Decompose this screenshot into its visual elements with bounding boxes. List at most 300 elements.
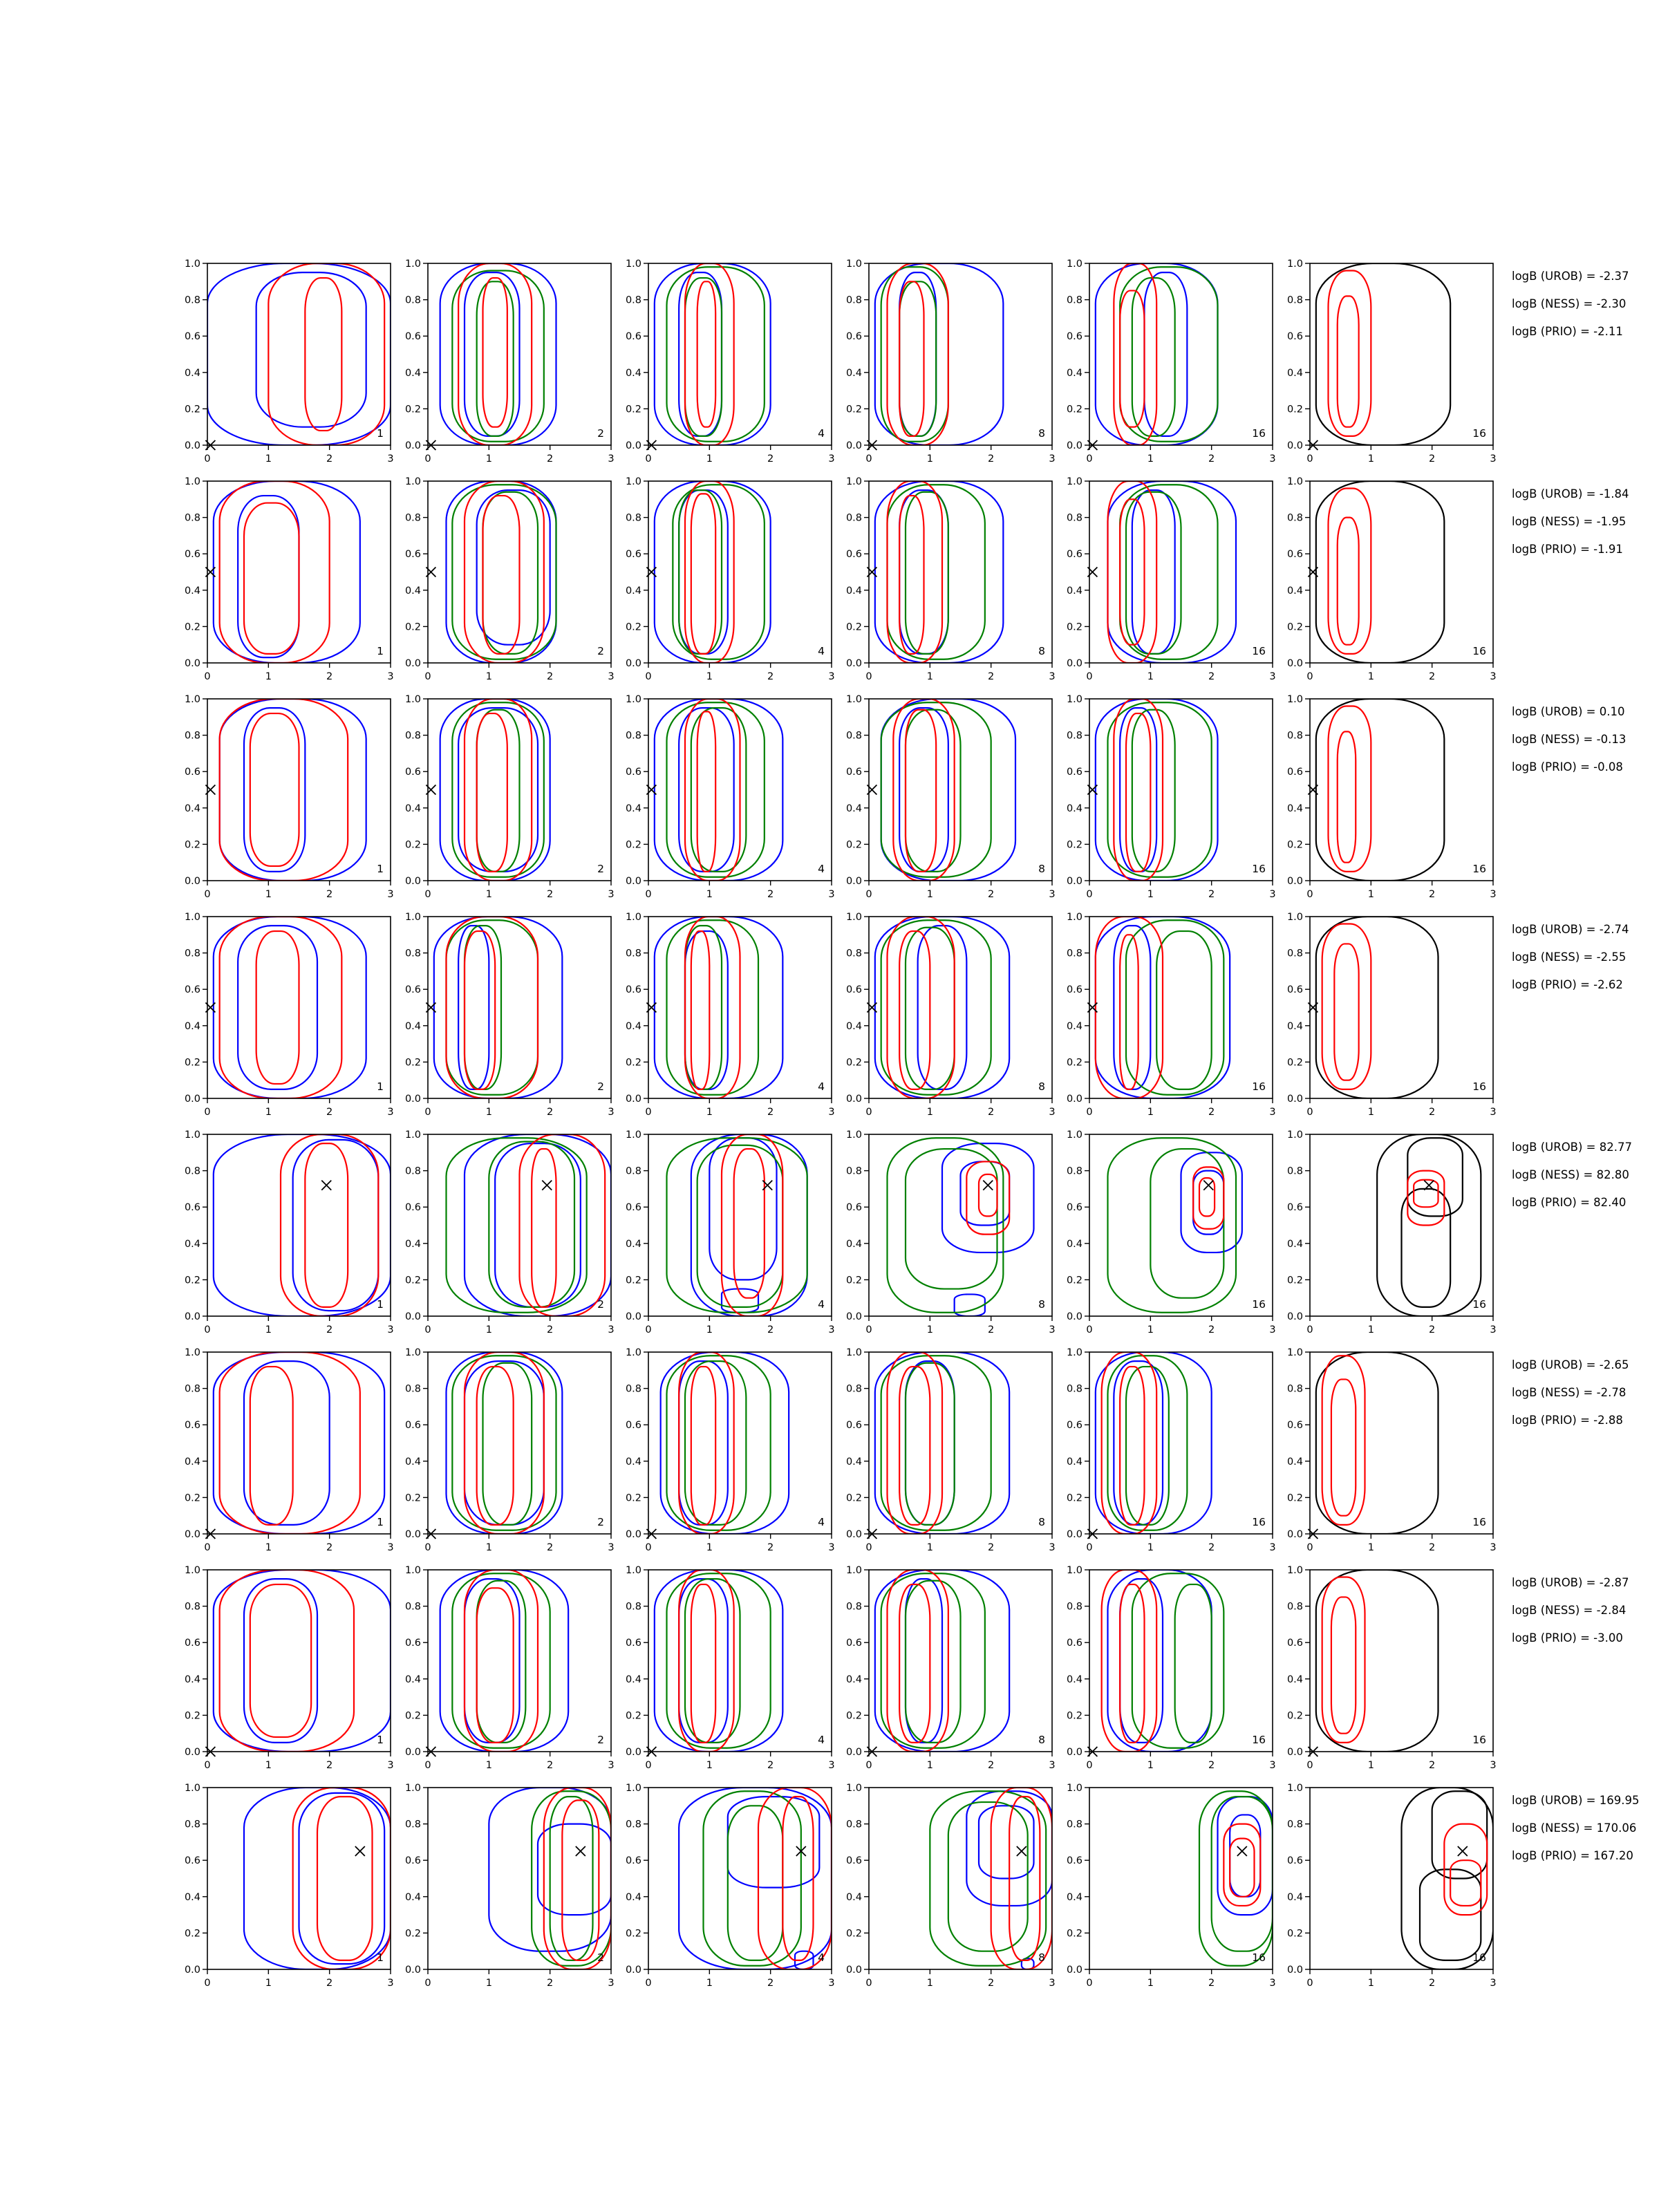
blue-contour-2 bbox=[458, 708, 538, 872]
x-tick-label: 3 bbox=[387, 1107, 394, 1118]
y-tick-label: 0.4 bbox=[184, 803, 200, 814]
x-tick-label: 3 bbox=[1049, 1542, 1056, 1553]
x-tick-label: 0 bbox=[1306, 889, 1313, 900]
x-tick-label: 0 bbox=[1306, 1978, 1313, 1989]
y-tick-label: 1.0 bbox=[404, 1565, 421, 1576]
y-tick-label: 0.6 bbox=[1066, 331, 1082, 343]
x-tick-label: 1 bbox=[265, 889, 272, 900]
x-tick-label: 2 bbox=[1429, 1760, 1436, 1771]
panel-r7-c5 bbox=[1067, 1565, 1276, 1771]
panel-corner-label: 16 bbox=[1472, 1080, 1486, 1093]
blue-contour-2 bbox=[495, 1143, 581, 1307]
y-tick-label: 0.0 bbox=[1286, 1747, 1303, 1758]
y-tick-label: 0.2 bbox=[184, 839, 200, 851]
panel-r6-c3 bbox=[626, 1347, 835, 1553]
y-tick-label: 0.2 bbox=[625, 1275, 641, 1286]
y-tick-label: 0.2 bbox=[404, 404, 421, 415]
y-tick-label: 0.4 bbox=[1286, 1020, 1303, 1032]
y-tick-label: 0.4 bbox=[845, 1238, 862, 1250]
y-tick-label: 1.0 bbox=[1066, 694, 1082, 705]
y-tick-label: 0.4 bbox=[1066, 1891, 1082, 1903]
logb-annotation: logB (NESS) = -0.13 bbox=[1512, 733, 1627, 746]
red-contour-1 bbox=[293, 1788, 391, 1969]
y-tick-label: 0.0 bbox=[625, 440, 641, 451]
panel-r7-c1 bbox=[185, 1565, 394, 1771]
contour-group bbox=[1096, 1352, 1212, 1534]
y-tick-label: 1.0 bbox=[1286, 1783, 1303, 1794]
green-contour-2 bbox=[1175, 1584, 1212, 1743]
x-tick-label: 1 bbox=[706, 1978, 713, 1989]
logb-annotation: logB (UROB) = 169.95 bbox=[1512, 1794, 1640, 1807]
y-tick-label: 0.2 bbox=[1286, 1057, 1303, 1069]
y-tick-label: 0.8 bbox=[1066, 1165, 1082, 1177]
panel-corner-label: 1 bbox=[377, 1951, 384, 1964]
panel-corner-label: 8 bbox=[1038, 1951, 1045, 1964]
blue-contour-2 bbox=[244, 708, 305, 872]
x-tick-label: 0 bbox=[204, 1542, 211, 1553]
y-tick-label: 0.2 bbox=[625, 839, 641, 851]
y-tick-label: 1.0 bbox=[625, 476, 641, 487]
green-contour-2 bbox=[948, 1802, 1028, 1951]
x-tick-label: 3 bbox=[1490, 889, 1497, 900]
panel-corner-label: 16 bbox=[1472, 1951, 1486, 1964]
panel-r4-c6 bbox=[1287, 912, 1497, 1118]
y-tick-label: 0.0 bbox=[404, 440, 421, 451]
contour-group bbox=[1096, 699, 1218, 881]
blue-contour-1 bbox=[214, 1352, 384, 1534]
x-tick-label: 1 bbox=[1147, 889, 1154, 900]
y-tick-label: 0.0 bbox=[625, 1311, 641, 1322]
y-tick-label: 0.8 bbox=[845, 1819, 862, 1830]
y-tick-label: 0.0 bbox=[404, 1965, 421, 1976]
blue-contour-1 bbox=[875, 263, 1004, 445]
x-tick-label: 0 bbox=[424, 1978, 431, 1989]
red-contour-1 bbox=[465, 699, 532, 881]
contour-group bbox=[214, 481, 360, 663]
x-tick-label: 3 bbox=[1269, 671, 1276, 682]
contour-group bbox=[440, 1570, 569, 1752]
x-tick-label: 0 bbox=[1306, 1107, 1313, 1118]
x-tick-label: 1 bbox=[485, 1542, 492, 1553]
x-tick-label: 1 bbox=[706, 889, 713, 900]
x-tick-label: 0 bbox=[424, 1107, 431, 1118]
y-tick-label: 0.2 bbox=[845, 621, 862, 633]
y-tick-label: 0.8 bbox=[184, 1819, 200, 1830]
contour-group bbox=[875, 1570, 1009, 1752]
contour-group bbox=[440, 699, 550, 881]
y-tick-label: 0.8 bbox=[625, 512, 641, 524]
y-tick-label: 0.8 bbox=[404, 948, 421, 959]
x-tick-label: 3 bbox=[828, 1107, 835, 1118]
axes-frame bbox=[1310, 1570, 1493, 1752]
blue-contour-2 bbox=[256, 272, 366, 427]
y-tick-label: 0.6 bbox=[184, 984, 200, 996]
y-tick-label: 1.0 bbox=[404, 259, 421, 270]
y-tick-label: 0.6 bbox=[1066, 1202, 1082, 1214]
y-tick-label: 1.0 bbox=[625, 1565, 641, 1576]
logb-annotation: logB (UROB) = -2.37 bbox=[1512, 270, 1629, 283]
x-tick-label: 1 bbox=[706, 1324, 713, 1335]
panel-r1-c3 bbox=[626, 259, 835, 465]
panel-r3-c5 bbox=[1067, 694, 1276, 900]
x-tick-label: 1 bbox=[265, 1542, 272, 1553]
y-tick-label: 1.0 bbox=[625, 1347, 641, 1358]
true-parameter-marker bbox=[1203, 1181, 1213, 1190]
x-tick-label: 3 bbox=[1490, 1978, 1497, 1989]
x-tick-label: 0 bbox=[865, 671, 872, 682]
contour-group bbox=[1377, 1134, 1481, 1316]
y-tick-label: 0.4 bbox=[404, 585, 421, 597]
red-contour-2 bbox=[1414, 1180, 1438, 1207]
x-tick-label: 3 bbox=[1490, 453, 1497, 465]
x-tick-label: 2 bbox=[988, 1542, 995, 1553]
panel-r6-c6 bbox=[1287, 1347, 1497, 1553]
contour-group bbox=[1199, 1791, 1273, 1965]
x-tick-label: 2 bbox=[1429, 1542, 1436, 1553]
y-tick-label: 0.4 bbox=[404, 803, 421, 814]
contour-group bbox=[1316, 1570, 1438, 1752]
green-contour-1 bbox=[667, 920, 759, 1094]
panel-r5-c5 bbox=[1067, 1130, 1276, 1335]
y-tick-label: 0.2 bbox=[1066, 621, 1082, 633]
y-tick-label: 0.4 bbox=[1286, 803, 1303, 814]
red-contour-2 bbox=[697, 281, 716, 427]
red-contour-1 bbox=[465, 1570, 538, 1752]
contour-group bbox=[1402, 1788, 1494, 1969]
panel-corner-label: 16 bbox=[1472, 645, 1486, 657]
y-tick-label: 0.4 bbox=[184, 1891, 200, 1903]
y-tick-label: 0.4 bbox=[1066, 1020, 1082, 1032]
y-tick-label: 0.2 bbox=[404, 1492, 421, 1504]
y-tick-label: 0.0 bbox=[404, 1094, 421, 1105]
x-tick-label: 2 bbox=[547, 453, 554, 465]
y-tick-label: 0.4 bbox=[1066, 803, 1082, 814]
panel-corner-label: 16 bbox=[1252, 427, 1266, 440]
red-contour-2 bbox=[899, 1367, 930, 1525]
red-contour-2 bbox=[532, 1149, 556, 1307]
blue-contour-2 bbox=[244, 1579, 317, 1743]
logb-annotation: logB (PRIO) = -0.08 bbox=[1512, 760, 1623, 774]
green-contour-1 bbox=[930, 1791, 1046, 1965]
x-tick-label: 1 bbox=[485, 453, 492, 465]
x-tick-label: 1 bbox=[926, 671, 933, 682]
blue-contour-2 bbox=[1132, 490, 1175, 654]
axes-frame bbox=[869, 263, 1052, 445]
panel-r3-c4 bbox=[846, 694, 1056, 900]
true-parameter-marker bbox=[355, 1846, 365, 1856]
red-contour-2 bbox=[691, 494, 715, 653]
y-tick-label: 0.6 bbox=[184, 1420, 200, 1432]
logb-annotation: logB (PRIO) = -2.11 bbox=[1512, 325, 1623, 338]
x-tick-label: 0 bbox=[1086, 1760, 1093, 1771]
panel-corner-label: 1 bbox=[377, 1298, 384, 1311]
x-tick-label: 0 bbox=[865, 1760, 872, 1771]
x-tick-label: 1 bbox=[1147, 1324, 1154, 1335]
red-contour-2 bbox=[899, 931, 930, 1089]
y-tick-label: 0.6 bbox=[404, 331, 421, 343]
panel-corner-label: 16 bbox=[1252, 1734, 1266, 1746]
x-tick-label: 1 bbox=[485, 889, 492, 900]
x-tick-label: 2 bbox=[547, 1978, 554, 1989]
x-tick-label: 1 bbox=[1367, 889, 1374, 900]
panel-corner-label: 16 bbox=[1472, 1734, 1486, 1746]
x-tick-label: 1 bbox=[706, 1542, 713, 1553]
logb-annotation: logB (PRIO) = 167.20 bbox=[1512, 1849, 1633, 1862]
green-contour-1 bbox=[1120, 485, 1217, 659]
y-tick-label: 0.4 bbox=[845, 585, 862, 597]
y-tick-label: 1.0 bbox=[845, 1565, 862, 1576]
contour-group bbox=[1096, 917, 1230, 1098]
x-tick-label: 3 bbox=[387, 889, 394, 900]
x-tick-label: 1 bbox=[1367, 1978, 1374, 1989]
y-tick-label: 0.0 bbox=[1286, 440, 1303, 451]
x-tick-label: 0 bbox=[865, 1324, 872, 1335]
x-tick-label: 2 bbox=[767, 1107, 774, 1118]
x-tick-label: 2 bbox=[1429, 671, 1436, 682]
black-contour-1 bbox=[1316, 699, 1445, 881]
red-contour-1 bbox=[220, 699, 348, 881]
y-tick-label: 0.2 bbox=[1286, 404, 1303, 415]
contour-group bbox=[214, 1570, 391, 1752]
y-tick-label: 0.4 bbox=[404, 1456, 421, 1468]
x-tick-label: 0 bbox=[424, 1324, 431, 1335]
panel-r8-c3 bbox=[626, 1783, 835, 1989]
panel-corner-label: 4 bbox=[818, 1516, 825, 1528]
x-tick-label: 3 bbox=[608, 1978, 615, 1989]
y-tick-label: 0.4 bbox=[625, 1891, 641, 1903]
red-contour-2 bbox=[899, 281, 924, 436]
y-tick-label: 0.4 bbox=[1066, 1674, 1082, 1685]
panel-corner-label: 1 bbox=[377, 427, 384, 440]
panel-corner-label: 4 bbox=[818, 427, 825, 440]
axes-frame bbox=[648, 1352, 832, 1534]
panel-corner-label: 2 bbox=[597, 1516, 604, 1528]
y-tick-label: 0.2 bbox=[1066, 1928, 1082, 1940]
x-tick-label: 2 bbox=[547, 671, 554, 682]
panel-corner-label: 8 bbox=[1038, 1734, 1045, 1746]
y-tick-label: 1.0 bbox=[404, 1347, 421, 1358]
logb-annotation: logB (NESS) = -2.55 bbox=[1512, 950, 1627, 964]
y-tick-label: 0.8 bbox=[184, 512, 200, 524]
y-tick-label: 0.0 bbox=[184, 440, 200, 451]
x-tick-label: 2 bbox=[988, 1107, 995, 1118]
y-tick-label: 0.8 bbox=[184, 294, 200, 306]
y-tick-label: 1.0 bbox=[184, 1783, 200, 1794]
logb-annotation: logB (PRIO) = -3.00 bbox=[1512, 1631, 1623, 1644]
y-tick-label: 0.4 bbox=[404, 1891, 421, 1903]
axes-frame bbox=[869, 1352, 1052, 1534]
y-tick-label: 0.2 bbox=[845, 1928, 862, 1940]
y-tick-label: 0.8 bbox=[404, 1383, 421, 1395]
panel-corner-label: 16 bbox=[1252, 645, 1266, 657]
y-tick-label: 0.8 bbox=[184, 730, 200, 742]
x-tick-label: 2 bbox=[547, 1324, 554, 1335]
axes-frame bbox=[648, 263, 832, 445]
x-tick-label: 3 bbox=[387, 671, 394, 682]
y-tick-label: 0.6 bbox=[404, 984, 421, 996]
y-tick-label: 1.0 bbox=[184, 912, 200, 923]
true-parameter-marker bbox=[542, 1181, 552, 1190]
y-tick-label: 0.4 bbox=[625, 1238, 641, 1250]
y-tick-label: 0.0 bbox=[625, 1529, 641, 1540]
y-tick-label: 0.0 bbox=[845, 1311, 862, 1322]
x-tick-label: 3 bbox=[608, 889, 615, 900]
contour-group bbox=[875, 481, 1004, 663]
panel-corner-label: 16 bbox=[1472, 427, 1486, 440]
y-tick-label: 0.0 bbox=[184, 876, 200, 887]
true-parameter-marker bbox=[983, 1181, 993, 1190]
y-tick-label: 0.2 bbox=[404, 621, 421, 633]
axes-frame bbox=[207, 263, 391, 445]
x-tick-label: 2 bbox=[988, 1760, 995, 1771]
green-contour-1 bbox=[881, 1356, 991, 1530]
y-tick-label: 0.0 bbox=[184, 658, 200, 669]
contour-group bbox=[1316, 263, 1450, 445]
axes-frame bbox=[1089, 699, 1273, 881]
y-tick-label: 0.4 bbox=[404, 367, 421, 379]
red-contour-1 bbox=[1329, 706, 1371, 872]
panel-corner-label: 2 bbox=[597, 645, 604, 657]
x-tick-label: 3 bbox=[1269, 1324, 1276, 1335]
y-tick-label: 0.4 bbox=[404, 1674, 421, 1685]
x-tick-label: 2 bbox=[988, 1978, 995, 1989]
y-tick-label: 0.0 bbox=[845, 1965, 862, 1976]
x-tick-label: 0 bbox=[1086, 1107, 1093, 1118]
y-tick-label: 0.2 bbox=[184, 404, 200, 415]
red-contour-2 bbox=[899, 496, 924, 654]
y-tick-label: 0.6 bbox=[184, 549, 200, 561]
x-tick-label: 2 bbox=[326, 1107, 333, 1118]
y-tick-label: 0.0 bbox=[1286, 1311, 1303, 1322]
y-tick-label: 0.6 bbox=[845, 1202, 862, 1214]
blue-contour-2 bbox=[709, 1138, 776, 1280]
true-parameter-marker bbox=[576, 1846, 585, 1856]
y-tick-label: 0.8 bbox=[1066, 1383, 1082, 1395]
panel-r4-c4 bbox=[846, 912, 1056, 1118]
red-contour-1 bbox=[888, 1570, 948, 1752]
axes-frame bbox=[648, 1788, 832, 1969]
blue-contour-1 bbox=[214, 917, 366, 1098]
panel-corner-label: 1 bbox=[377, 1080, 384, 1093]
x-tick-label: 0 bbox=[1086, 1542, 1093, 1553]
x-tick-label: 2 bbox=[988, 1324, 995, 1335]
panel-r5-c1 bbox=[185, 1130, 394, 1335]
red-contour-1 bbox=[1322, 1356, 1365, 1525]
green-contour-2 bbox=[1132, 278, 1175, 436]
y-tick-label: 1.0 bbox=[845, 476, 862, 487]
x-tick-label: 0 bbox=[1086, 453, 1093, 465]
contour-group bbox=[875, 1352, 1009, 1534]
y-tick-label: 0.0 bbox=[404, 1747, 421, 1758]
y-tick-label: 0.0 bbox=[845, 1747, 862, 1758]
panel-r3-c6 bbox=[1287, 694, 1497, 900]
y-tick-label: 0.6 bbox=[845, 1638, 862, 1649]
y-tick-label: 0.4 bbox=[1286, 1238, 1303, 1250]
y-tick-label: 0.2 bbox=[184, 1710, 200, 1722]
y-tick-label: 0.8 bbox=[1286, 512, 1303, 524]
x-tick-label: 2 bbox=[767, 1542, 774, 1553]
panel-corner-label: 2 bbox=[597, 1951, 604, 1964]
y-tick-label: 0.2 bbox=[625, 1492, 641, 1504]
x-tick-label: 2 bbox=[767, 1978, 774, 1989]
y-tick-label: 0.4 bbox=[845, 1891, 862, 1903]
y-tick-label: 0.8 bbox=[845, 730, 862, 742]
y-tick-label: 0.0 bbox=[1066, 1094, 1082, 1105]
x-tick-label: 1 bbox=[265, 1978, 272, 1989]
blue-contour-2 bbox=[458, 926, 489, 1089]
green-contour-2 bbox=[1212, 1797, 1273, 1951]
axes-frame bbox=[207, 1134, 391, 1316]
y-tick-label: 0.0 bbox=[1286, 1529, 1303, 1540]
y-tick-label: 0.2 bbox=[1066, 404, 1082, 415]
contour-group bbox=[667, 1134, 807, 1316]
blue-contour-2 bbox=[906, 1579, 942, 1743]
y-tick-label: 0.4 bbox=[184, 1238, 200, 1250]
red-contour-2 bbox=[1338, 518, 1359, 645]
y-tick-label: 1.0 bbox=[404, 694, 421, 705]
blue-contour-2 bbox=[918, 926, 967, 1089]
blue-contour-1 bbox=[434, 917, 563, 1098]
y-tick-label: 0.8 bbox=[1066, 294, 1082, 306]
x-tick-label: 1 bbox=[1367, 1107, 1374, 1118]
panel-r6-c1 bbox=[185, 1347, 394, 1553]
panel-corner-label: 4 bbox=[818, 1951, 825, 1964]
y-tick-label: 1.0 bbox=[845, 694, 862, 705]
y-tick-label: 0.0 bbox=[625, 1094, 641, 1105]
blue-contour-2 bbox=[979, 1806, 1034, 1878]
y-tick-label: 0.2 bbox=[1286, 839, 1303, 851]
panel-r3-c2 bbox=[405, 694, 615, 900]
x-tick-label: 3 bbox=[608, 1760, 615, 1771]
y-tick-label: 0.6 bbox=[625, 984, 641, 996]
logb-annotation: logB (PRIO) = -1.91 bbox=[1512, 543, 1623, 556]
y-tick-label: 0.2 bbox=[1286, 1275, 1303, 1286]
y-tick-label: 0.4 bbox=[625, 1020, 641, 1032]
x-tick-label: 0 bbox=[424, 889, 431, 900]
panel-r8-c4 bbox=[846, 1783, 1056, 1989]
x-tick-label: 3 bbox=[608, 1542, 615, 1553]
y-tick-label: 1.0 bbox=[184, 259, 200, 270]
panel-r7-c4 bbox=[846, 1565, 1056, 1771]
blue-contour-2 bbox=[477, 490, 550, 645]
x-tick-label: 1 bbox=[1367, 671, 1374, 682]
axes-frame bbox=[428, 917, 611, 1098]
green-contour-2 bbox=[483, 492, 538, 654]
x-tick-label: 3 bbox=[608, 671, 615, 682]
panel-r7-c6 bbox=[1287, 1565, 1497, 1771]
contour-group bbox=[447, 1134, 612, 1316]
y-tick-label: 0.8 bbox=[404, 1165, 421, 1177]
red-contour-2 bbox=[483, 496, 520, 654]
red-contour-1 bbox=[220, 1352, 360, 1534]
panel-corner-label: 16 bbox=[1252, 1080, 1266, 1093]
panel-corner-label: 16 bbox=[1472, 863, 1486, 875]
x-tick-label: 1 bbox=[1147, 671, 1154, 682]
contour-group bbox=[214, 1134, 391, 1316]
panel-r2-c3 bbox=[626, 476, 835, 682]
x-tick-label: 3 bbox=[1049, 889, 1056, 900]
y-tick-label: 0.0 bbox=[404, 1311, 421, 1322]
red-contour-2 bbox=[1338, 296, 1359, 427]
black-contour-1 bbox=[1402, 1788, 1494, 1969]
y-tick-label: 1.0 bbox=[404, 1130, 421, 1141]
y-tick-label: 0.0 bbox=[1286, 1965, 1303, 1976]
y-tick-label: 0.4 bbox=[1286, 585, 1303, 597]
y-tick-label: 0.8 bbox=[184, 1165, 200, 1177]
x-tick-label: 1 bbox=[926, 1978, 933, 1989]
y-tick-label: 0.0 bbox=[845, 440, 862, 451]
y-tick-label: 1.0 bbox=[404, 1783, 421, 1794]
